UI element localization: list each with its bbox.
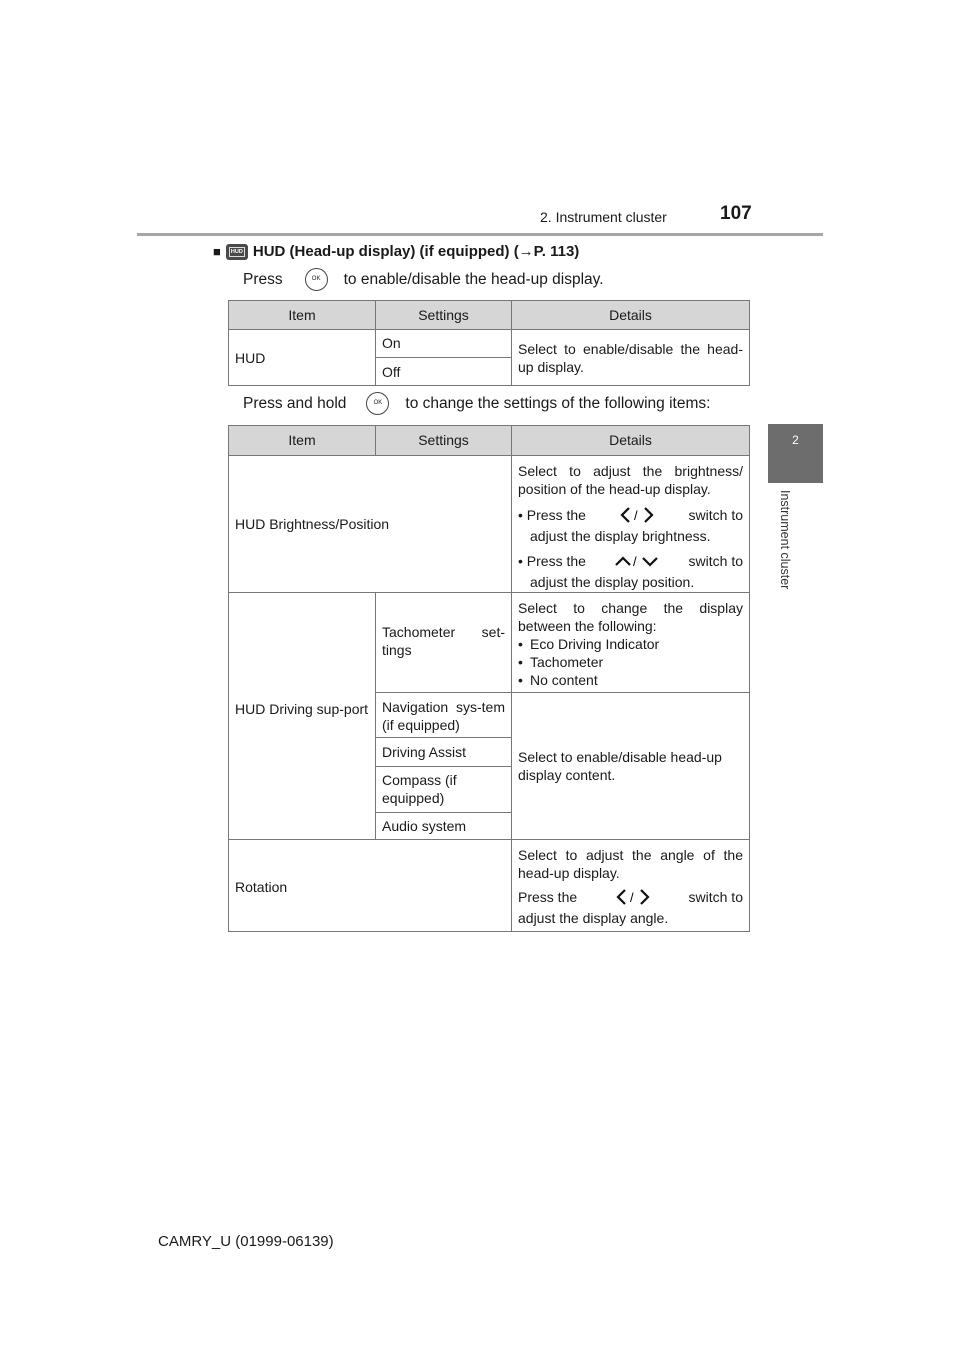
rotation-intro: Select to adjust the angle of the head-up display. bbox=[518, 847, 743, 881]
brightness-ud-cont: adjust the display position. bbox=[530, 574, 695, 590]
tach-option: • Eco Driving Indicator bbox=[518, 635, 743, 653]
tach-option: • No content bbox=[518, 671, 743, 689]
ok-button-icon-2: OK bbox=[366, 392, 389, 415]
t2-details-rotation bbox=[511, 839, 750, 932]
t2-item-driving-support: HUD Driving sup-port bbox=[228, 592, 376, 840]
t2-setting-audio: Audio system bbox=[375, 812, 512, 840]
left-right-arrow-icon bbox=[613, 888, 653, 906]
chapter-tab bbox=[768, 424, 823, 483]
header-rule bbox=[137, 233, 823, 236]
brightness-intro: Select to adjust the brightness/ position of the head-up display. bbox=[518, 463, 743, 497]
press-hold-text: Press and hold bbox=[243, 394, 347, 412]
t2-setting-compass: Compass (if equipped) bbox=[375, 766, 512, 813]
svg-text:/: / bbox=[629, 890, 634, 905]
press-hold-instruction bbox=[243, 392, 710, 415]
t2-details-tachometer bbox=[511, 592, 750, 693]
t2-setting-tachometer: Tachometer set-tings bbox=[375, 592, 512, 693]
brightness-lr-post: switch to bbox=[688, 507, 743, 523]
brightness-lr-pre: • Press the bbox=[518, 507, 586, 523]
t1-setting-on: On bbox=[375, 329, 512, 358]
rotation-post: switch to bbox=[688, 889, 743, 905]
t1-header-settings: Settings bbox=[375, 300, 512, 330]
rotation-lr-line bbox=[518, 888, 743, 906]
t2-item-rotation: Rotation bbox=[228, 839, 512, 932]
chapter-title: Instrument cluster bbox=[778, 490, 792, 590]
page-number: 107 bbox=[720, 203, 752, 224]
up-down-arrow-icon bbox=[614, 554, 660, 568]
press-instruction bbox=[243, 268, 604, 291]
chapter-number: 2 bbox=[792, 433, 799, 447]
t2-setting-driving-assist: Driving Assist bbox=[375, 737, 512, 767]
header-section-title: 2. Instrument cluster bbox=[540, 209, 667, 225]
t2-header-details: Details bbox=[511, 425, 750, 456]
brightness-ud-post: switch to bbox=[688, 553, 743, 569]
brightness-ud-pre: • Press the bbox=[518, 553, 586, 569]
rotation-cont: adjust the display angle. bbox=[518, 910, 669, 926]
t2-item-brightness: HUD Brightness/Position bbox=[228, 455, 512, 593]
tach-option: • Tachometer bbox=[518, 653, 743, 671]
left-right-arrow-icon bbox=[617, 506, 657, 524]
ok-button-icon: OK bbox=[305, 268, 328, 291]
footer-code: CAMRY_U (01999-06139) bbox=[158, 1233, 334, 1250]
section-bullet: ■ bbox=[213, 244, 221, 259]
rotation-pre: Press the bbox=[518, 889, 578, 905]
t2-details-group: Select to enable/disable head-up display content. bbox=[511, 692, 750, 840]
t2-header-settings: Settings bbox=[375, 425, 512, 456]
t1-header-details: Details bbox=[511, 300, 750, 330]
section-heading bbox=[213, 243, 579, 260]
hud-icon bbox=[226, 244, 248, 260]
press-hold-suffix: to change the settings of the following items: bbox=[405, 394, 711, 412]
tach-intro: Select to change the display between the following: bbox=[518, 600, 743, 634]
t2-details-brightness bbox=[511, 455, 750, 593]
t2-setting-navigation: Navigation sys-tem (if equipped) bbox=[375, 692, 512, 738]
hud-icon-label: HUD bbox=[229, 247, 245, 257]
brightness-ud-line bbox=[518, 552, 743, 570]
t1-item-hud: HUD bbox=[228, 329, 376, 386]
t1-header-item: Item bbox=[228, 300, 376, 330]
svg-text:/: / bbox=[634, 508, 638, 523]
t1-details: Select to enable/disable the head-up display. bbox=[511, 329, 750, 386]
press-suffix: to enable/disable the head-up display. bbox=[343, 270, 604, 288]
t1-setting-off: Off bbox=[375, 357, 512, 386]
press-text: Press bbox=[243, 270, 283, 288]
t2-header-item: Item bbox=[228, 425, 376, 456]
brightness-lr-line bbox=[518, 506, 743, 524]
section-title: HUD (Head-up display) (if equipped) (→P. 113) bbox=[252, 243, 580, 260]
svg-text:/: / bbox=[633, 554, 637, 568]
brightness-lr-cont: adjust the display brightness. bbox=[530, 528, 711, 544]
